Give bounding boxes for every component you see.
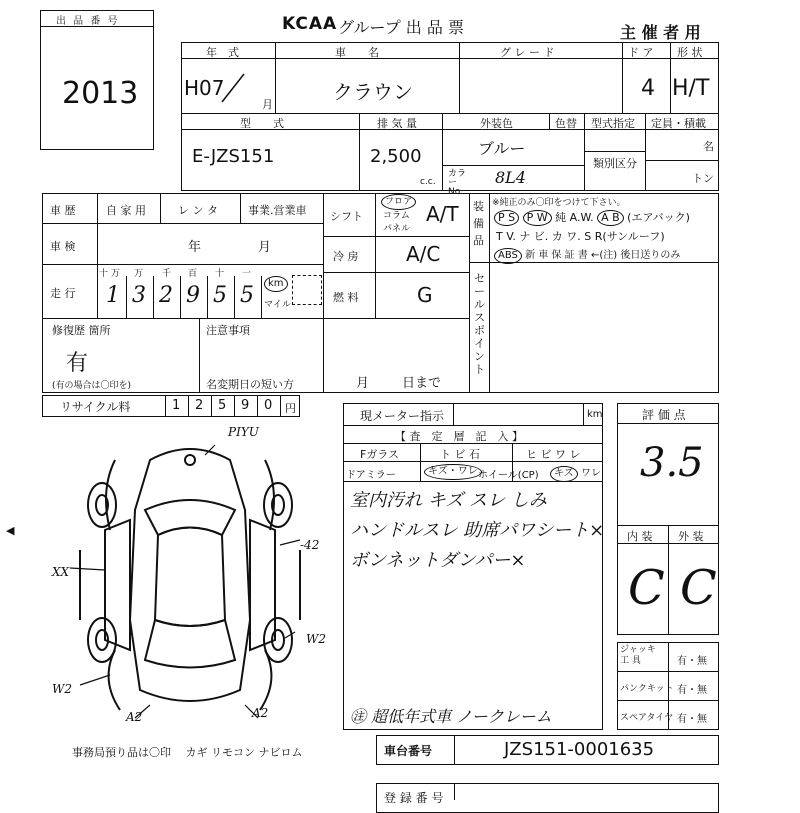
displacement-value: 2,500 [370, 146, 422, 167]
score-value: 3.5 [640, 440, 704, 486]
ac-value: A/C [406, 242, 441, 266]
shift-option-panel: パネル [383, 224, 411, 234]
color-no-value: 8L4 [495, 168, 526, 187]
recycle-digit: 0 [264, 398, 273, 413]
lot-number: 2013 [62, 76, 139, 111]
mirror-label: ドアミラー [346, 470, 396, 481]
remark-line: ボンネットダンパー× [350, 550, 526, 571]
notes-label: 注意事項 [206, 324, 250, 337]
model-value: E-JZS151 [192, 146, 275, 167]
org-title: グループ 出 品 票 [338, 18, 464, 37]
recycle-digit: 9 [241, 398, 250, 413]
exterior-color-value: ブルー [478, 139, 526, 158]
mileage-digit: 9 [186, 283, 200, 308]
sponsor-label: 主 催 者 用 [620, 23, 701, 42]
puncture-label: パンクキット [620, 684, 674, 694]
interior-label: 内 装 [627, 530, 653, 543]
fuel-value: G [417, 283, 433, 307]
diagram-annotation: W2 [306, 632, 326, 646]
grade-label: グ レ ー ド [500, 46, 555, 59]
capacity-label: 定員・積載 [651, 117, 706, 130]
color-no-label: カラー No. [448, 169, 467, 197]
diagram-annotation: -42 [300, 538, 320, 552]
remark-line: 室内汚れ キズ スレ しみ [350, 490, 547, 511]
windshield-crack: ヒ ビ ワ レ [526, 448, 581, 461]
spare-value: 有・無 [677, 714, 707, 725]
wheel-label: ホイール(CP) [478, 470, 539, 481]
mileage-digit: 1 [106, 283, 120, 308]
history-label: 車 歴 [50, 204, 76, 217]
chassis-value: JZS151-0001635 [504, 739, 655, 760]
interior-value: C [628, 560, 665, 616]
diagram-annotation: PIYU [228, 425, 259, 439]
ac-label: 冷 房 [333, 250, 359, 263]
capacity-unit1: 名 [703, 140, 714, 153]
km-unit-circled: km [264, 276, 288, 292]
expiry-month: 月 [356, 376, 370, 391]
diagram-annotation: A2 [252, 706, 269, 720]
rental-option: レ ン タ [178, 204, 218, 217]
year-slash [218, 70, 248, 106]
mile-unit: マイル [264, 300, 291, 310]
doors-value: 4 [641, 76, 655, 101]
jack-value: 有・無 [677, 656, 707, 667]
inspection-month-unit: 月 [258, 240, 272, 255]
doors-label: ド ア [628, 46, 654, 59]
name-value: クラウン [333, 80, 413, 104]
mileage-digit: 3 [132, 283, 146, 308]
chassis-label: 車台番号 [384, 744, 433, 758]
recycle-label: リサイクル料 [60, 400, 131, 414]
abs-option: ABS [494, 248, 522, 264]
body-value: H/T [672, 76, 710, 101]
displacement-label: 排 気 量 [377, 117, 417, 130]
private-use-option: 自 家 用 [106, 204, 146, 217]
jack-label: ジャッキ 工 具 [620, 645, 656, 666]
repair-note: (有の場合は〇印を) [52, 381, 132, 391]
spare-label: スペアタイヤ [620, 713, 674, 723]
business-option: 事業.営業車 [248, 204, 307, 217]
cc-unit: c.c. [420, 177, 436, 187]
model-designation-label: 型式指定 [591, 117, 635, 130]
aw-option: 純 A.W. [555, 211, 594, 224]
equipment-line3: ABS 新 車 保 証 書 ←(注) 後日送りのみ [494, 246, 680, 264]
bottom-note: ㊟ 超低年式車 ノークレーム [350, 707, 552, 726]
org-logo: KCAA [282, 14, 338, 34]
fuel-label: 燃 料 [333, 291, 359, 304]
recycle-unit: 円 [285, 402, 296, 415]
color-change-label: 色替 [555, 117, 577, 130]
mileage-digit: 5 [213, 283, 227, 308]
windshield-flaw: ト ビ 石 [440, 448, 480, 461]
shift-option-floor: フロア [381, 194, 416, 210]
ab-option: A B [597, 210, 624, 226]
ps-option: P S [494, 210, 519, 226]
recycle-digit: 1 [172, 398, 181, 413]
year-label: 年 式 [206, 46, 239, 59]
left-edge-marker: ◀ [6, 524, 15, 537]
equipment-label: 装 備 品 [473, 200, 484, 247]
exterior-label: 外 装 [678, 530, 704, 543]
inspection-label: 車 検 [50, 240, 76, 253]
digit-label: 十 万 [99, 269, 120, 279]
assessment-header: 【 査 定 層 記 入 】 [395, 430, 523, 443]
repair-value: 有 [66, 351, 89, 376]
equipment-note: ※純正のみ〇印をつけて下さい。 [492, 198, 626, 208]
expiry-day: 日まで [402, 376, 442, 391]
month-suffix: 月 [262, 98, 273, 111]
mileage-digit: 2 [159, 283, 173, 308]
expiry-label: 名変期日の短い方 [206, 378, 294, 391]
year-value: H07 [184, 76, 225, 100]
digit-label: 百 [188, 269, 198, 279]
repair-label: 修復歴 箇所 [52, 324, 111, 337]
diagram-annotation: W2 [52, 682, 72, 696]
mileage-digit: 5 [240, 283, 254, 308]
equipment-line2: T V. ナ ビ. カ ワ. S R(サンルーフ) [496, 230, 665, 243]
puncture-value: 有・無 [677, 685, 707, 696]
model-label: 型 式 [240, 117, 284, 130]
inspection-year-unit: 年 [188, 240, 202, 255]
meter-unit: km [587, 409, 603, 420]
shift-label: シフト [330, 210, 363, 223]
capacity-unit2: トン [692, 172, 714, 185]
wheel-options: キズ ワレ [550, 464, 601, 482]
recycle-digit: 5 [218, 398, 227, 413]
diagram-annotation: XX [52, 565, 70, 579]
sales-point-label: セールスポイント [474, 272, 485, 376]
car-diagram [40, 420, 340, 730]
digit-label: 万 [134, 269, 144, 279]
diagram-caption: 事務局預り品は〇印 カギ リモコン ナビロム [72, 746, 303, 759]
meter-label: 現メーター指示 [360, 409, 445, 423]
equipment-line1: P S P W 純 A.W. A B (エアバック) [494, 209, 690, 226]
mileage-extra-box [292, 275, 322, 305]
recycle-digit: 2 [195, 398, 204, 413]
name-label: 車 名 [335, 46, 379, 59]
mileage-label: 走 行 [50, 287, 76, 300]
lot-label: 出 品 番 号 [56, 16, 120, 27]
body-label: 形 状 [677, 46, 703, 59]
score-label: 評 価 点 [642, 408, 686, 422]
shift-option-column: コラム [383, 211, 410, 221]
exterior-color-label: 外装色 [480, 117, 513, 130]
mirror-options: キズ・ワレ [424, 464, 482, 480]
digit-label: 千 [162, 269, 172, 279]
pw-option: P W [523, 210, 552, 226]
remark-line: ハンドルスレ 助席パワシート× [350, 520, 605, 541]
exterior-value: C [680, 560, 717, 616]
diagram-annotation: A2 [126, 710, 143, 724]
registration-label: 登 録 番 号 [384, 791, 444, 805]
windshield-label: Fガラス [360, 448, 399, 461]
category-label: 類別区分 [593, 157, 637, 170]
digit-label: 十 [215, 269, 225, 279]
digit-label: 一 [242, 269, 252, 279]
shift-value: A/T [426, 202, 459, 226]
